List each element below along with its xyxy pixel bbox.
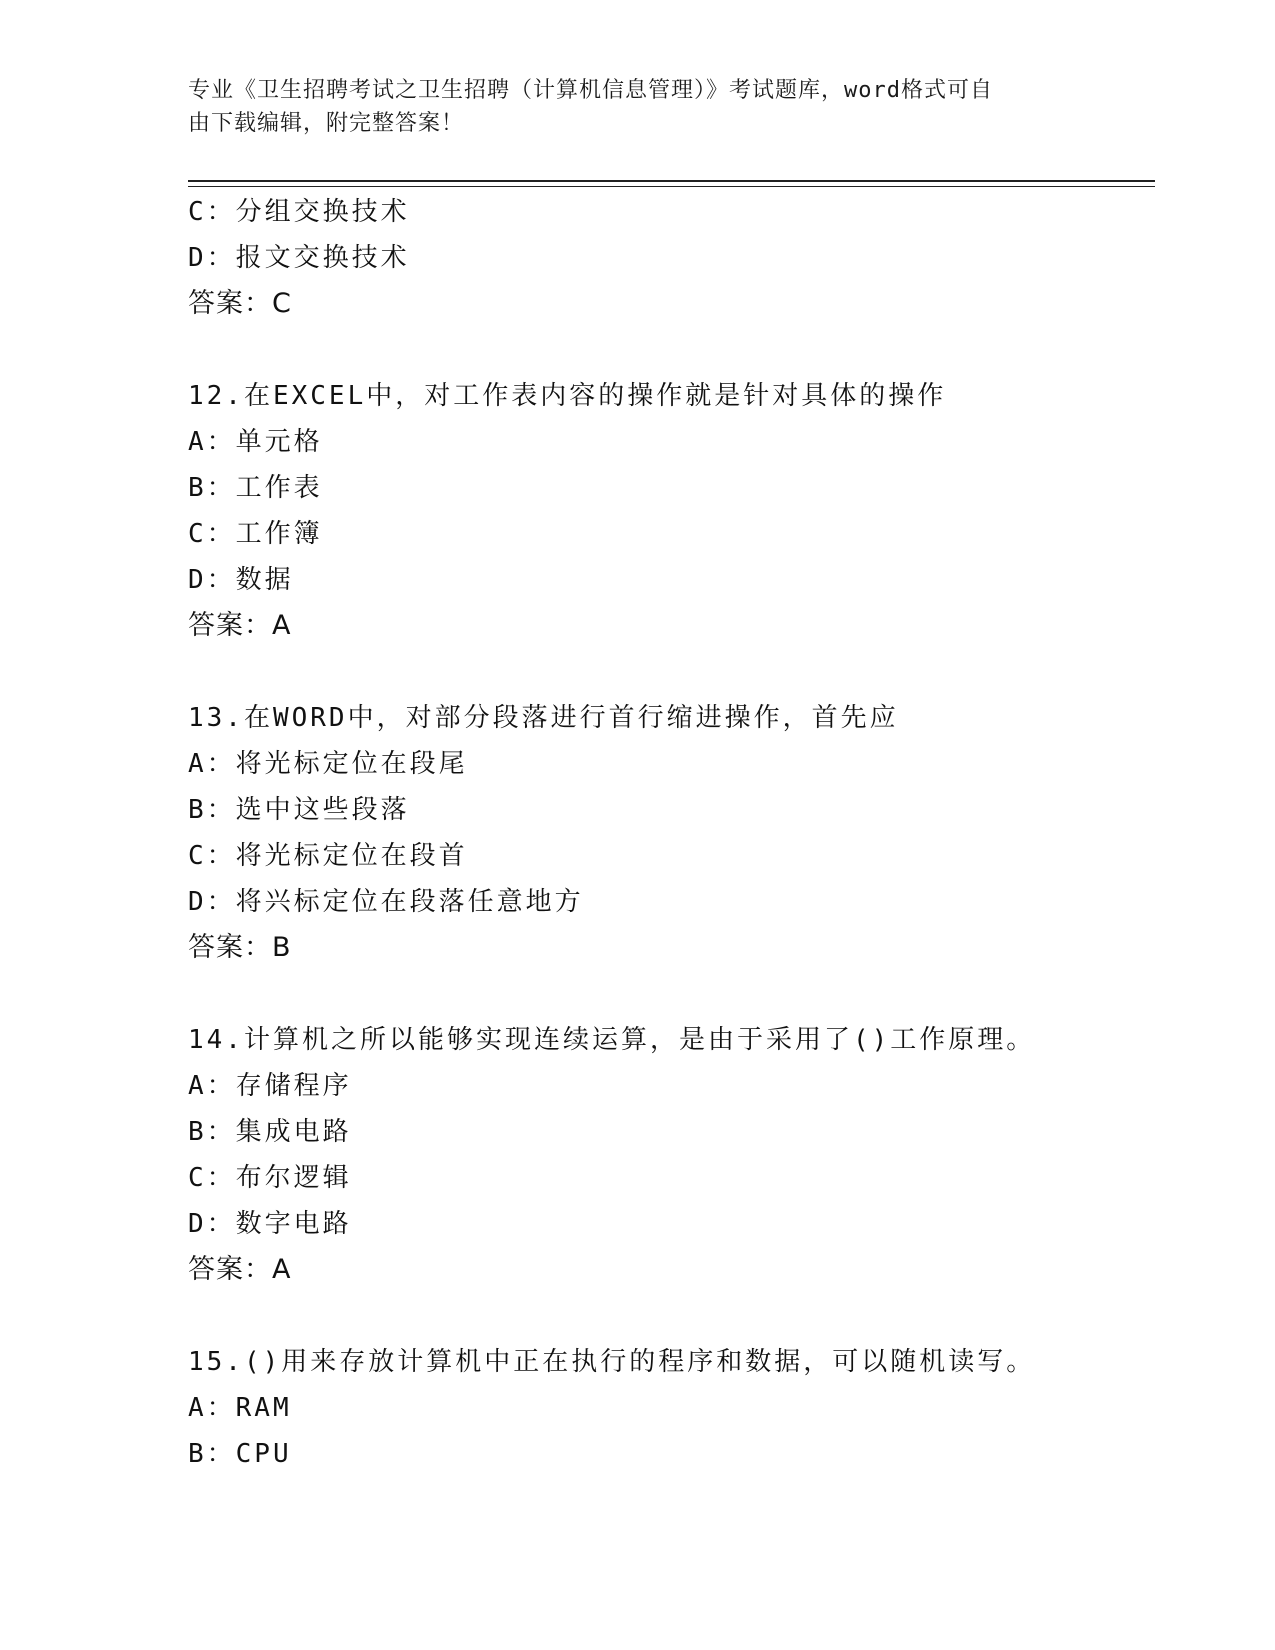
- option-line: C：将光标定位在段首: [188, 841, 468, 871]
- option-line: D：数据: [188, 565, 294, 595]
- option-line: B：CPU: [188, 1439, 292, 1469]
- question-text: 15.()用来存放计算机中正在执行的程序和数据，可以随机读写。: [188, 1347, 1036, 1377]
- option-line: A：存储程序: [188, 1071, 352, 1101]
- option-line: A：RAM: [188, 1393, 292, 1423]
- question-spacer: [188, 1293, 1148, 1339]
- question-list: [188, 189, 1148, 1477]
- option-line: B：工作表: [188, 473, 323, 503]
- header-line-1: 专业《卫生招聘考试之卫生招聘（计算机信息管理）》考试题库，word格式可自: [188, 78, 993, 103]
- answer-line: 答案：A: [188, 1254, 292, 1285]
- option-line: D：将兴标定位在段落任意地方: [188, 887, 584, 917]
- option-line: B：集成电路: [188, 1117, 352, 1147]
- question-spacer: [188, 649, 1148, 695]
- question-spacer: [188, 971, 1148, 1017]
- option-line: B：选中这些段落: [188, 795, 410, 825]
- option-line: C：工作簿: [188, 519, 323, 549]
- question-spacer: [188, 327, 1148, 373]
- header-line-2: 由下载编辑，附完整答案！: [188, 111, 465, 136]
- option-line: A：将光标定位在段尾: [188, 749, 468, 779]
- header-divider-thick: [188, 180, 1155, 182]
- answer-line: 答案：A: [188, 610, 292, 641]
- option-line: D：报文交换技术: [188, 243, 410, 273]
- option-line: C：分组交换技术: [188, 197, 410, 227]
- option-line: C：布尔逻辑: [188, 1163, 352, 1193]
- option-line: A：单元格: [188, 427, 323, 457]
- answer-line: 答案：B: [188, 932, 292, 963]
- question-text: 12.在EXCEL中，对工作表内容的操作就是针对具体的操作: [188, 381, 947, 411]
- document-header: [188, 74, 1068, 140]
- option-line: D：数字电路: [188, 1209, 352, 1239]
- question-text: 13.在WORD中，对部分段落进行首行缩进操作，首先应: [188, 703, 899, 733]
- header-divider-thin: [188, 186, 1155, 187]
- answer-line: 答案：C: [188, 288, 292, 319]
- question-text: 14.计算机之所以能够实现连续运算，是由于采用了()工作原理。: [188, 1025, 1036, 1055]
